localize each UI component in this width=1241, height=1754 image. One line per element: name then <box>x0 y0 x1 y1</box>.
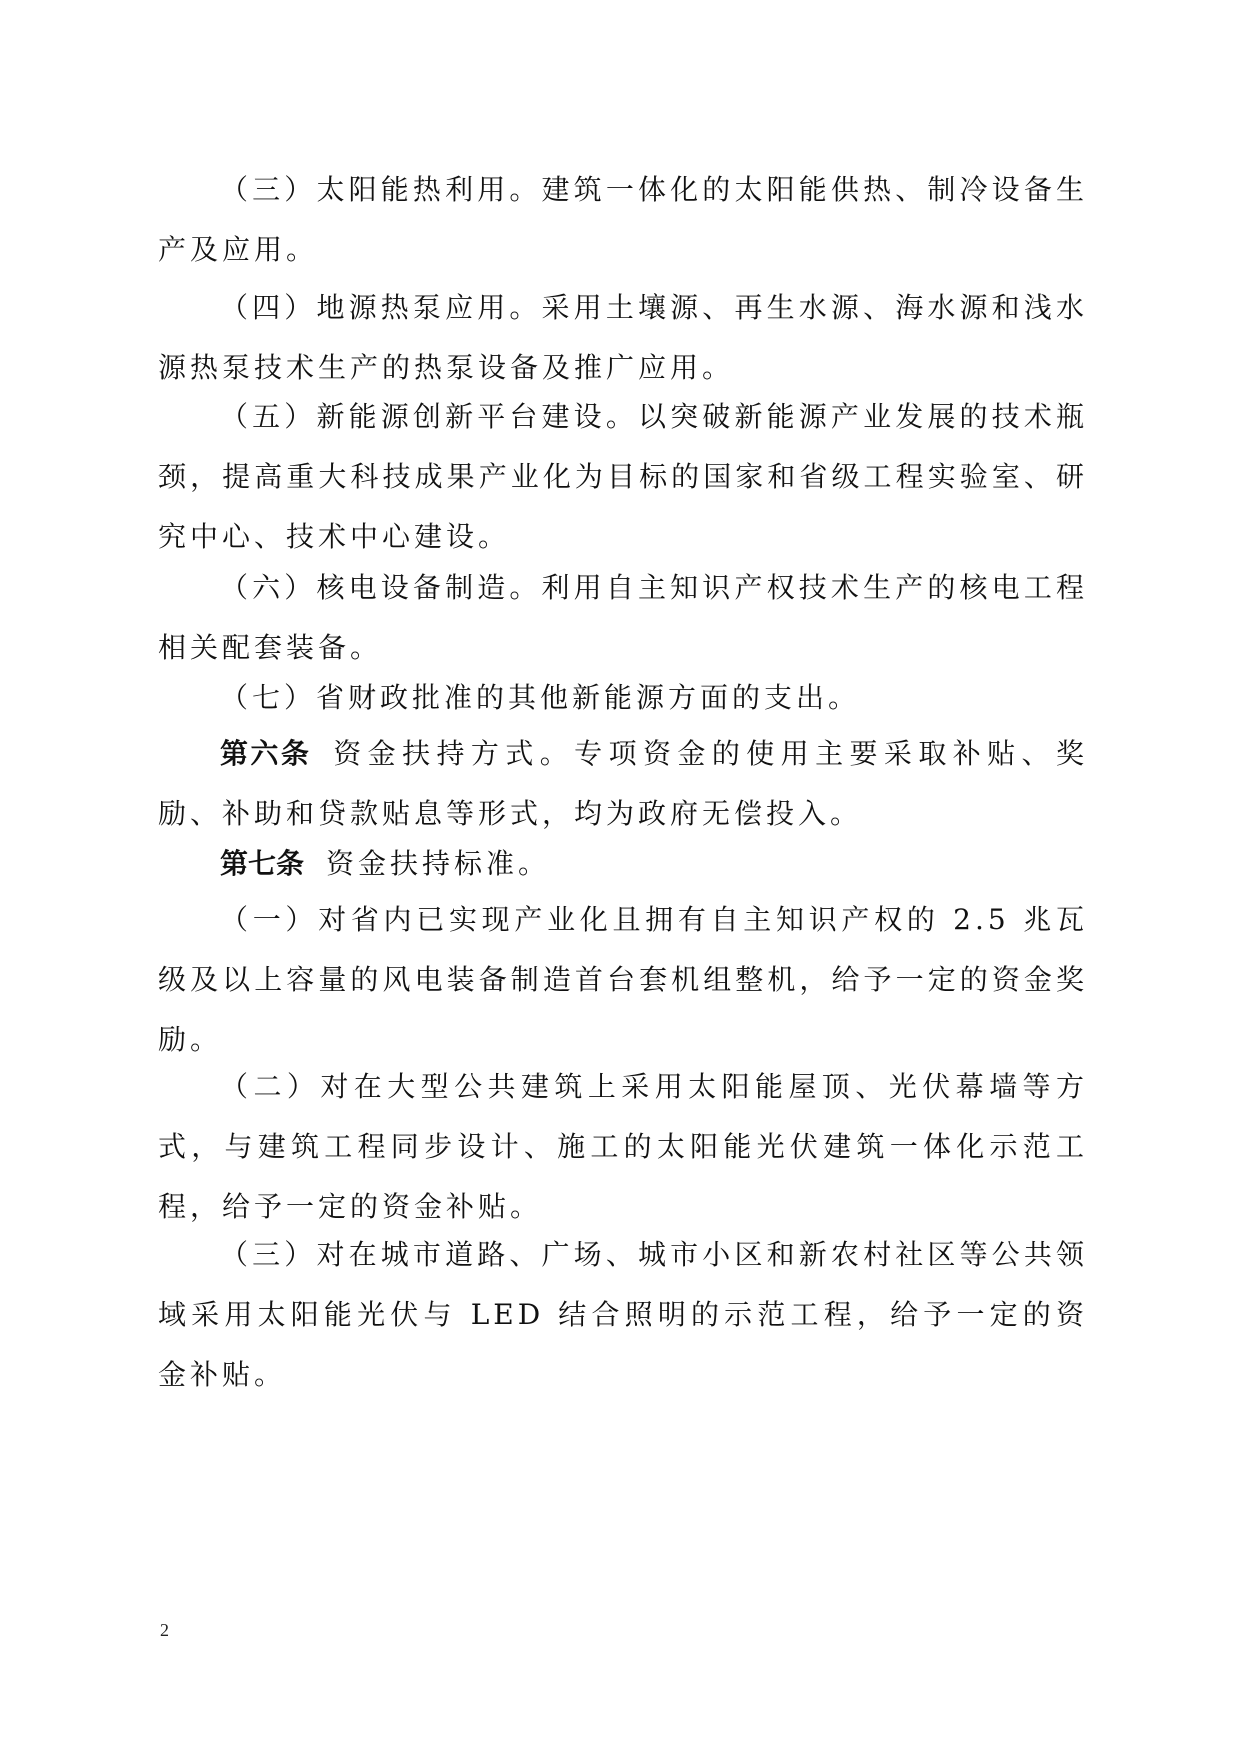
paragraph-text: （六）核电设备制造。利用自主知识产权技术生产的核电工程相关配套装备。 <box>158 571 1088 664</box>
paragraph-ground-source-heat-pump <box>158 278 1088 398</box>
article-heading: 第七条 <box>220 847 305 880</box>
paragraph-text: （三）对在城市道路、广场、城市小区和新农村社区等公共领域采用太阳能光伏与 LED 结合照明的示范工程，给予一定的资金补贴。 <box>158 1238 1088 1391</box>
document-page <box>158 0 1088 1754</box>
article-text: 资金扶持标准。 <box>326 847 551 880</box>
paragraph-text: （一）对省内已实现产业化且拥有自主知识产权的 2.5 兆瓦级及以上容量的风电装备制造首台套机组整机，给予一定的资金奖励。 <box>158 903 1088 1056</box>
article-six <box>158 724 1088 844</box>
standard-item-three <box>158 1225 1088 1405</box>
paragraph-other-expenditure <box>158 668 1088 728</box>
paragraph-text: （七）省财政批准的其他新能源方面的支出。 <box>220 681 861 714</box>
article-seven <box>158 834 1088 894</box>
paragraph-text: （四）地源热泵应用。采用土壤源、再生水源、海水源和浅水源热泵技术生产的热泵设备及推广应用。 <box>158 291 1088 384</box>
article-heading: 第六条 <box>220 737 312 770</box>
paragraph-text: （三）太阳能热利用。建筑一体化的太阳能供热、制冷设备生产及应用。 <box>158 173 1088 266</box>
article-text: 资金扶持方式。专项资金的使用主要采取补贴、奖励、补助和贷款贴息等形式，均为政府无偿投入。 <box>158 737 1088 830</box>
standard-item-one <box>158 890 1088 1070</box>
standard-item-two <box>158 1057 1088 1237</box>
paragraph-solar-thermal <box>158 160 1088 280</box>
paragraph-text: （二）对在大型公共建筑上采用太阳能屋顶、光伏幕墙等方式，与建筑工程同步设计、施工的太阳能光伏建筑一体化示范工程，给予一定的资金补贴。 <box>158 1070 1088 1223</box>
paragraph-nuclear-equipment <box>158 558 1088 678</box>
paragraph-text: （五）新能源创新平台建设。以突破新能源产业发展的技术瓶颈，提高重大科技成果产业化为目标的国家和省级工程实验室、研究中心、技术中心建设。 <box>158 400 1088 553</box>
paragraph-innovation-platform <box>158 387 1088 567</box>
page-number: 2 <box>160 1620 169 1640</box>
